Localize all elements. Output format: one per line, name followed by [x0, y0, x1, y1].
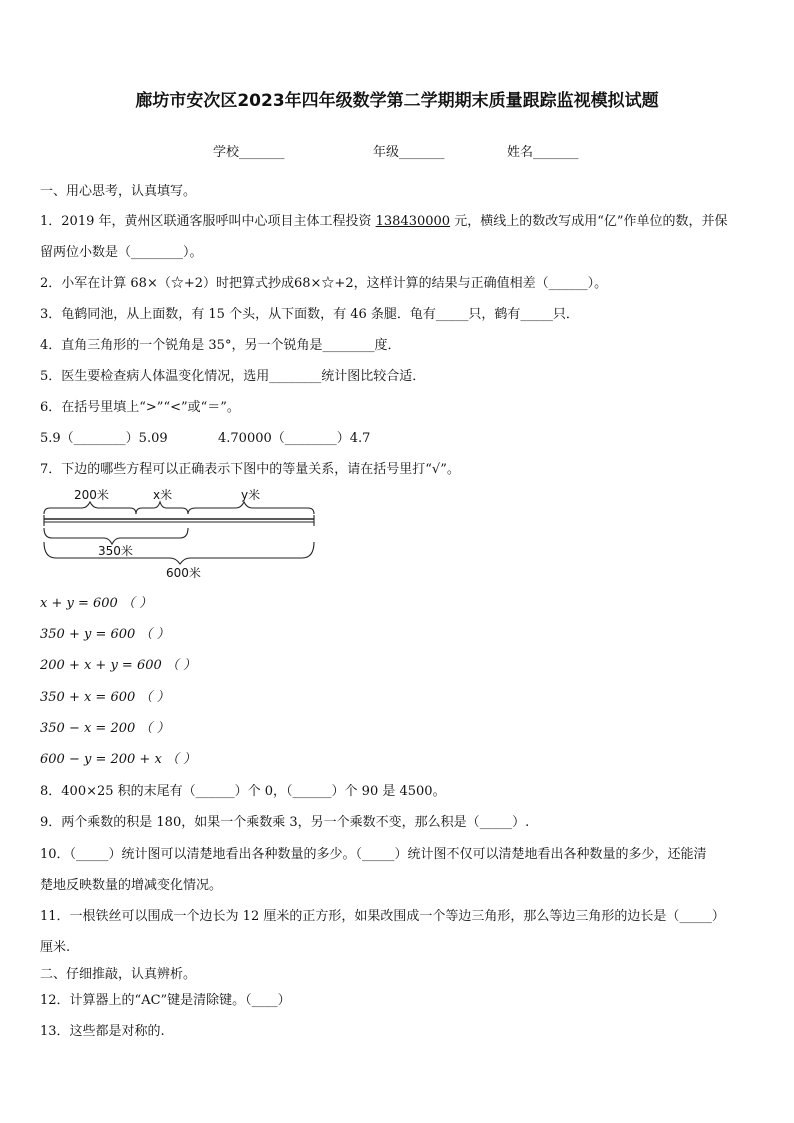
- question-1-line-1: [40, 210, 728, 229]
- question-1-text-a: 1．2019 年，黄州区联通客服呼叫中心项目主体工程投资: [40, 214, 376, 229]
- question-1-number: 138430000: [375, 214, 451, 229]
- question-1-text-b: 元，横线上的数改写成用“亿”作单位的数，并保: [450, 214, 728, 229]
- question-7: 7．下边的哪些方程可以正确表示下图中的等量关系，请在括号里打“√”。: [40, 462, 460, 477]
- label-x-m: x米: [153, 488, 173, 502]
- segment-diagram: [40, 484, 330, 584]
- equation-5: 350 − x = 200 （ ）: [40, 721, 170, 736]
- question-11-line-2: 厘米.: [40, 940, 71, 955]
- question-9: 9．两个乘数的积是 180，如果一个乘数乘 3，另一个乘数不变，那么积是（_____）.: [40, 815, 530, 830]
- question-13: 13．这些都是对称的.: [40, 1024, 165, 1039]
- page-title: 廊坊市安次区2023年四年级数学第二学期期末质量跟踪监视模拟试题: [135, 91, 659, 111]
- equation-4: 350 + x = 600 （ ）: [40, 690, 170, 705]
- equation-6: 600 − y = 200 + x （ ）: [40, 752, 197, 767]
- question-8: 8．400×25 积的末尾有（______）个 0，（______）个 90 是 4500。: [40, 784, 446, 799]
- question-12: 12．计算器上的“AC”键是清除键。（____）: [40, 993, 291, 1008]
- question-6-item-a: 5.9（________）5.09: [40, 431, 168, 446]
- question-6: 6．在括号里填上“>”“<”或“＝”。: [40, 400, 240, 415]
- label-350m: 350米: [98, 544, 133, 558]
- question-6-item-b: 4.70000（________）4.7: [218, 431, 371, 446]
- question-3: 3．龟鹤同池，从上面数，有 15 个头，从下面数，有 46 条腿．龟有_____只，鹤有_____只．: [40, 307, 579, 322]
- equation-2: 350 + y = 600 （ ）: [40, 627, 170, 642]
- question-4: 4．直角三角形的一个锐角是 35°，另一个锐角是________度．: [40, 338, 401, 353]
- equation-1: x + y = 600 （ ）: [40, 596, 153, 611]
- question-2: 2．小军在计算 68×（☆+2）时把算式抄成68×☆+2，这样计算的结果与正确值相差（______）。: [40, 276, 608, 291]
- question-10-line-2: 楚地反映数量的增减变化情况。: [40, 878, 223, 893]
- equation-3: 200 + x + y = 600 （ ）: [40, 658, 197, 673]
- question-11-line-1: 11．一根铁丝可以围成一个边长为 12 厘米的正方形，如果改围成一个等边三角形，那么等边三角形的边长是（_____）: [40, 909, 725, 924]
- label-y-m: y米: [241, 488, 261, 502]
- question-1-line-2: 留两位小数是（________）。: [40, 245, 203, 260]
- name-field: 姓名_______: [507, 145, 579, 160]
- grade-field: 年级_______: [373, 145, 445, 160]
- section-2-heading: 二、仔细推敲，认真辨析。: [40, 967, 197, 982]
- label-600m: 600米: [166, 566, 201, 580]
- section-1-heading: 一、用心思考，认真填写。: [40, 184, 197, 199]
- question-5: 5．医生要检查病人体温变化情况，选用________统计图比较合适．: [40, 369, 426, 384]
- label-200m: 200米: [74, 488, 109, 502]
- question-10-line-1: 10．（_____）统计图可以清楚地看出各种数量的多少。（_____）统计图不仅可以清楚地看出各种数量的多少，还能清: [40, 847, 707, 862]
- school-field: 学校_______: [213, 145, 285, 160]
